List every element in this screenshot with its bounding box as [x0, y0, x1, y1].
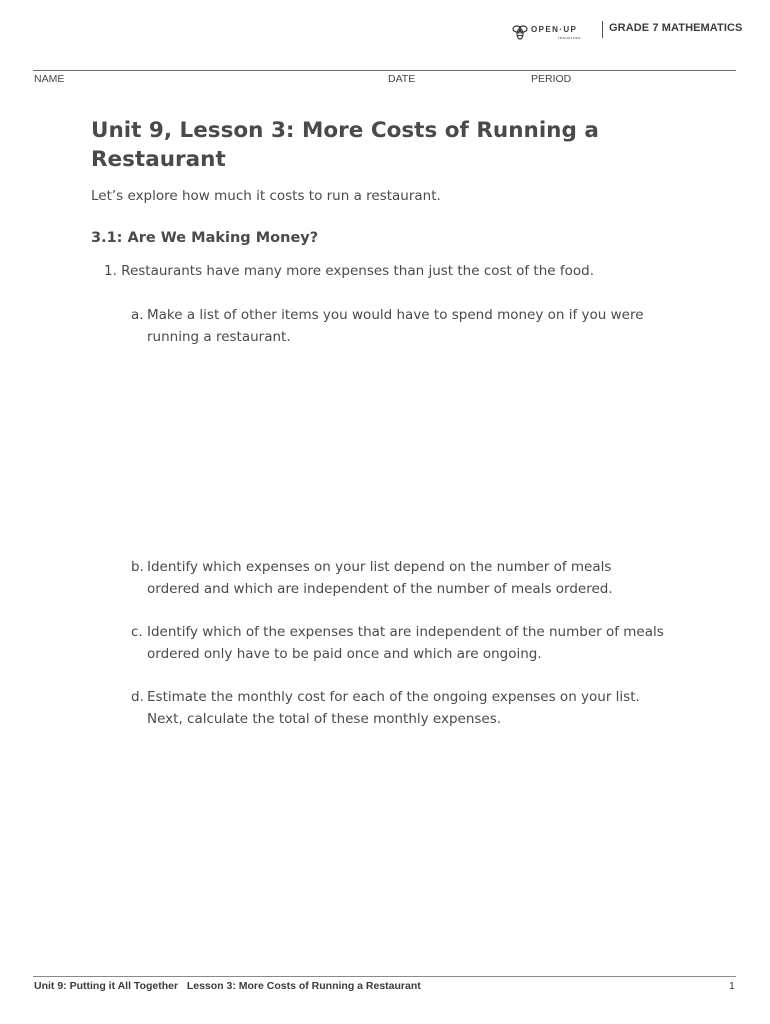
part-letter: a. [131, 307, 144, 323]
page-number: 1 [729, 980, 735, 992]
activity-heading: 3.1: Are We Making Money? [91, 230, 319, 246]
part-letter: b. [131, 559, 144, 575]
header-divider [602, 21, 603, 38]
question-1: 1. Restaurants have many more expenses than just the cost of the food. [104, 263, 595, 279]
part-letter: d. [131, 689, 144, 705]
period-label: PERIOD [531, 73, 572, 85]
question-part-c [131, 621, 691, 665]
footer-divider [33, 976, 736, 977]
part-text: Estimate the monthly cost for each of the ongoing expenses on your list. Next, calculate the total of these monthly expenses. [147, 689, 640, 727]
lesson-intro: Let’s explore how much it costs to run a restaurant. [91, 188, 441, 204]
footer-lesson-label: Unit 9: Putting it All Together Lesson 3: More Costs of Running a Restaurant [34, 980, 421, 992]
logo-wordmark: OPEN·UP [531, 25, 578, 34]
part-text: Identify which of the expenses that are independent of the number of meals ordered only have to be paid once and which are ongoing. [147, 624, 664, 662]
question-part-a [131, 304, 691, 348]
part-letter: c. [131, 624, 143, 640]
logo-subtext: resources [558, 35, 581, 40]
name-label: NAME [34, 73, 65, 85]
date-label: DATE [388, 73, 416, 85]
question-part-b [131, 556, 691, 600]
open-up-logo [512, 21, 590, 43]
part-text: Identify which expenses on your list depend on the number of meals ordered and which are independent of the number of meals ordered. [147, 559, 613, 597]
grade-label: GRADE 7 MATHEMATICS [609, 22, 743, 34]
question-part-d [131, 686, 691, 730]
bee-icon [512, 23, 528, 41]
part-text: Make a list of other items you would have to spend money on if you were running a restaurant. [147, 307, 644, 345]
lesson-title: Unit 9, Lesson 3: More Costs of Running a Restaurant [91, 118, 599, 172]
name-line [33, 70, 736, 71]
